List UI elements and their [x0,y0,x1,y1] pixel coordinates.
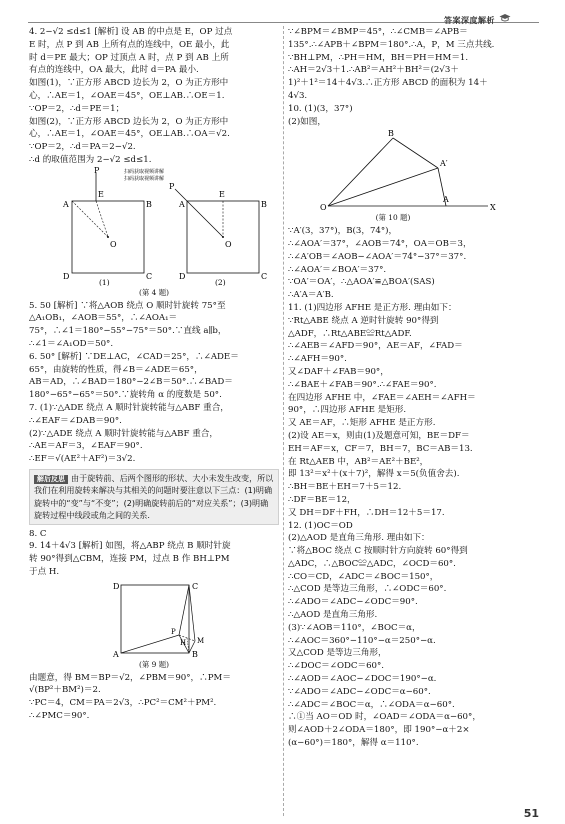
fig9-label-D: D [113,581,120,591]
answer-5-7-line: 75°，∴∠1＝180°−55°−75°＝50°.∵直线 a∥b， [29,326,227,337]
answer-12-line: ∴∠AOC＝360°−110°−α＝250°−α. [288,635,436,646]
figure-9-diagram [29,579,279,659]
answer-5-7-line: △A₁OB₁，∠AOB＝55°，∴∠AOA₁＝ [29,313,178,324]
answer-10-line: ∴∠AOA′＝∠BOA′＝37°. [288,264,387,275]
answer-12-line: ∵∠ADO＝∠ADC−∠ODC＝α−60°. [288,686,431,697]
answer-9-line: ∴∠PMC＝90°. [29,710,90,721]
fig9-label-B: B [192,649,198,659]
answer-5-7-line: 7. (1)∵△ADE 绕点 A 顺时针旋转能与△ABF 重合， [29,402,229,413]
fig4-2-label-D: D [179,271,186,281]
answer-9-line: √(BP²＋BM²)＝2. [29,685,101,696]
answer-11-line: ∴BH＝BE＋EH＝7＋5＝12. [288,482,402,493]
answer-5-7-line: ∴AE＝AF＝3，∠EAF＝90°. [29,441,143,452]
answer-11-line: ∴∠AEB＝∠AFD＝90°，AE＝AF，∠FAD＝ [288,341,463,352]
answer-11-line: 90°，∴四边形 AFHE 是矩形. [288,405,407,416]
answer-12-line: (3)∵∠AOB＝110°，∠BOC＝α， [288,622,421,633]
fig10-label-A: A [443,195,449,205]
answer-12-line: △ADC，∴△BOC≌△ADC，∠OCD＝60°. [288,558,456,569]
answer-9-cont-line: 4√3. [288,90,308,101]
answer-5-7-line: 6. 50° [解析] ∵DE⊥AC，∠CAD＝25°，∴∠ADE＝ [29,351,239,362]
answer-4-line: ∵OP＝2，∴d＝PA＝2−√2. [29,142,136,153]
fig4-1-label-D: D [63,271,70,281]
fig4-2-label-P: P [169,181,175,191]
answer-11-line: 又∠DAF＋∠FAB＝90°， [288,366,389,377]
answer-10-line: ∴∠AOA′＝37°，∠AOB＝74°，OA＝OB＝3， [288,238,472,249]
answer-4-line: E 时，点 P 到 AB 上所有点的连线中，OE 最小，此 [29,39,230,50]
answer-12-line: ∴∠DOC＝∠ODC＝60°. [288,661,385,672]
answer-9-cont-line: 1)²＋1²＝14＋4√3.∴正方形 ABCD 的面积为 14＋ [288,78,488,89]
figure-4-diagram [29,167,279,287]
answer-4-line: 心，∴AE＝1，∠OAE＝45°，OE⊥AB.∴OA＝√2. [29,129,230,140]
reflection-note-tag: 解后反思 [34,475,68,484]
answer-10-line: 10. (1)(3，37°) [288,103,353,114]
answer-8-9-line: 转 90°得到△CBM，连接 PM，过点 B 作 BH⊥PM [29,554,230,565]
fig10-label-O: O [320,203,327,213]
fig9-label-C: C [192,581,199,591]
answer-9-cont-line: ∴AH＝2√3＋1.∴AB²＝AH²＋BH²＝(2√3＋ [288,65,459,76]
answer-8-9-line: 8. C [29,528,47,539]
answer-11-line: ∴∠AFH＝90°. [288,354,347,365]
fig10-label-B: B [388,129,394,139]
answer-4-line: 4. 2−√2 ≤d≤1 [解析] 设 AB 的中点是 E，OP 过点 [29,27,233,37]
answer-8-9-line: 于点 H. [29,566,60,577]
graduation-cap-icon [499,13,511,23]
fig9-label-P: P [171,627,176,636]
answer-12-line: ∴∠ADO＝∠ADC−∠ODC＝90°. [288,597,418,608]
left-column [29,26,279,723]
answer-11-line: 11. (1)四边形 AFHE 是正方形. 理由如下： [288,302,457,313]
fig4-stamp-2: 扫码获取视频讲解 [124,175,165,182]
answer-5-7-line: 65°，由旋转的性质，得∠B＝∠ADE＝65°， [29,364,203,375]
answer-12-line: ∴△COD 是等边三角形，∴∠ODC＝60°. [288,584,447,595]
answer-11-line: 又 AE＝AF，∴矩形 AFHE 是正方形. [288,418,436,429]
fig4-1-label-O: O [110,239,117,249]
answer-4-line: 时 d＝PE 最大；OP 过顶点 A 时，点 P 到 AB 上所 [29,52,229,63]
answer-12-line: ∴①当 AO＝OD 时，∠OAD＝∠ODA＝α−60°， [288,712,481,723]
column-divider [283,26,284,816]
answer-9-line: 由题意，得 BM＝BP＝√2，∠PBM＝90°，∴PM＝ [29,672,231,683]
answer-8-9-line: 9. 14＋4√3 [解析] 如图，将△ABP 绕点 B 顺时针旋 [29,541,231,552]
fig4-sub2: (2) [215,277,226,287]
fig4-1-label-A: A [63,199,69,209]
answer-4-line: 心，∴AE＝1，∠OAE＝45°，OE⊥AB.∴OE＝1. [29,90,225,101]
answer-11-line: (2)设 AE＝x，则由(1)及题意可知，BE＝DF＝ [288,430,470,441]
answer-11-line: 即 13²＝x²＋(x＋7)²，解得 x＝5(负值舍去). [288,469,460,480]
right-column [288,26,538,750]
answer-11-line: 在 Rt△AEB 中，AB²＝AE²＋BE²， [288,456,429,467]
answer-10-line: ∵OA′＝OA′，∴△AOA′≌△BOA′(SAS) [288,277,435,288]
fig9-label-A: A [113,649,119,659]
answer-11-line: 又 DH＝DF＋FH，∴DH＝12＋5＝17. [288,507,445,518]
answer-10-line: (2)如图， [288,116,326,127]
fig4-1-label-P: P [94,166,100,175]
figure-4-caption: (第 4 题) [139,287,169,297]
answer-9-cont-line: 135°.∴∠APB＋∠BPM＝180°.∴A，P，M 三点共线. [288,39,495,50]
answer-4-line: ∵OP＝2，∴d＝PE＝1； [29,103,125,114]
answer-9-line: ∵PC＝4，CM＝PA＝2√3，∴PC²＝CM²＋PM². [29,698,217,709]
page-header [28,12,539,23]
answer-12-line: ∴∠AOD＝∠AOC−∠DOC＝190°−α. [288,674,437,685]
answer-11-line: ∴DF＝BE＝12， [288,494,356,505]
fig4-1-label-B: B [146,199,152,209]
answer-5-7-line: 5. 50 [解析] ∵将△AOB 绕点 O 顺时针旋转 75°至 [29,300,226,311]
header-title: 答案深度解析 [444,16,495,25]
reflection-note-text: 由于旋转前、后两个图形的形状、大小未发生改变，所以我们在利用旋转来解决与其相关的问题时要注意以下三点：(1)明确旋转中的“变”与“不变”；(2)明确旋转前后的“对应关系”；(3)明确旋转过程中线段或角之间的关系. [34,472,274,521]
answer-4-line: 有点的连线中，OA 最大，此时 d＝PA 最小. [29,65,199,76]
answer-5-7-line: ∴∠EAF＝∠DAB＝90°. [29,415,122,426]
answer-9-cont-line: ∵∠BPM＝∠BMP＝45°，∴∠CMB＝∠APB＝ [288,27,468,37]
answer-4-line: 如图(1)，∵正方形 ABCD 边长为 2，O 为正方形中 [29,78,229,89]
answer-12-line: (2)△AOD 是直角三角形. 理由如下： [288,533,430,544]
answer-5-7-line: 180°−65°−65°＝50°.∵旋转角 α 的度数是 50°. [29,390,222,401]
answer-4-line: ∴d 的取值范围为 2−√2 ≤d≤1. [29,154,152,165]
answer-5-7-line: ∴∠1＝∠A₁OD＝50°. [29,338,114,349]
answer-12-line: 又△COD 是等边三角形， [288,648,387,659]
fig9-label-H: H [180,638,187,647]
fig9-label-M: M [197,636,205,645]
fig4-sub1: (1) [99,277,110,287]
answer-12-line: 则∠AOD＋2∠ODA＝180°，即 190°−α＋2× [288,725,470,736]
answer-11-line: △ADF，∴Rt△ABE≌Rt△ADF. [288,328,412,339]
fig10-label-X: X [490,203,496,213]
answer-5-7-line: AB＝AD，∴∠BAD＝180°−2∠B＝50°.∴∠BAD＝ [29,377,233,388]
fig4-2-label-B: B [261,199,267,209]
answer-9-cont-line: ∵BH⊥PM，∴PH＝HM，BH＝PH＝HM＝1. [288,52,469,63]
reflection-note [29,469,279,525]
answer-5-7-line: ∴EF＝√(AE²＋AF²)＝3√2. [29,454,136,465]
answer-11-line: 在四边形 AFHE 中，∠FAE＝∠AEH＝∠AFH＝ [288,392,476,403]
fig4-2-label-C: C [261,271,268,281]
figure-10 [288,128,538,212]
fig4-1-label-C: C [146,271,153,281]
answer-12-line: ∴△AOD 是直角三角形. [288,610,378,621]
fig10-label-A-prime: A′ [440,159,448,169]
answer-11-line: EH＝AF＝x，CF＝7，BH＝7，BC＝AB＝13. [288,443,473,454]
figure-10-diagram [288,128,538,212]
figure-9-caption: (第 9 题) [139,659,169,669]
answer-12-line: 12. (1)OC＝OD [288,520,353,531]
answer-11-line: ∵Rt△ABE 绕点 A 逆时针旋转 90°得到 [288,315,439,326]
page-number: 51 [523,807,539,820]
figure-4 [29,167,279,287]
answer-10-line: ∴A′A＝A′B. [288,290,334,301]
answer-12-line: ∴∠ADC＝∠BOC＝α，∴∠ODA＝α−60°. [288,699,455,710]
figure-9 [29,579,279,659]
fig4-1-label-E: E [98,189,104,199]
answer-12-line: ∵将△BOC 绕点 C 按顺时针方向旋转 60°得到 [288,546,468,557]
fig4-2-label-A: A [179,199,185,209]
fig4-stamp-1: 扫码获取视频讲解 [124,168,165,175]
fig4-2-label-O: O [225,239,232,249]
answer-10-line: ∴∠A′OB＝∠AOB−∠AOA′＝74°−37°＝37°. [288,251,467,262]
answer-12-line: ∴CO＝CD，∠ADC＝∠BOC＝150°， [288,571,439,582]
answer-12-line: (α−60°)＝180°，解得 α＝110°. [288,738,419,749]
answer-4-line: 如图(2)，∵正方形 ABCD 边长为 2，O 为正方形中 [29,116,229,127]
figure-10-caption: (第 10 题) [375,213,411,223]
answer-11-line: ∴∠BAE＋∠FAB＝90°.∴∠FAE＝90°. [288,379,437,390]
answer-10-line: ∵A′(3，37°)，B(3，74°)， [288,226,398,237]
answer-5-7-line: (2)∵△ADE 绕点 A 顺时针旋转能与△ABF 重合， [29,428,218,439]
fig4-2-label-E: E [219,189,225,199]
